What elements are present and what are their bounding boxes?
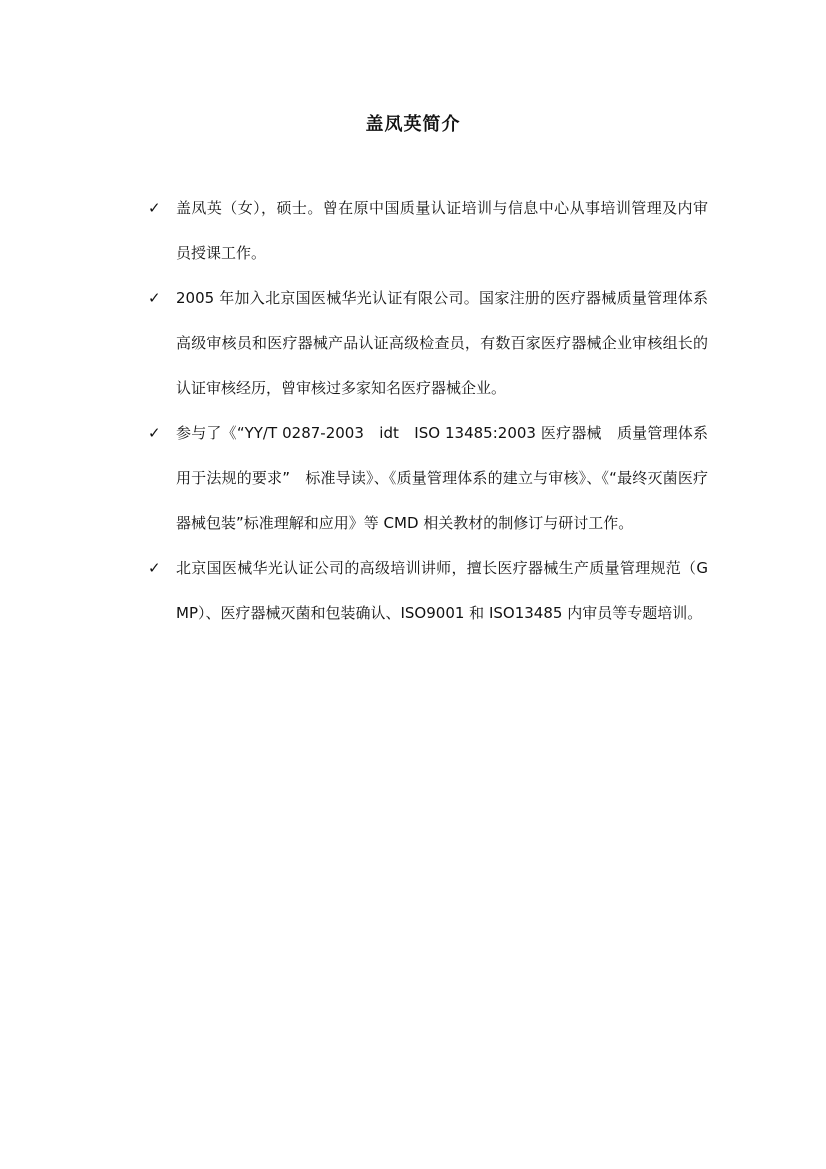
bio-item-text: 2005 年加入北京国医械华光认证有限公司。国家注册的医疗器械质量管理体系高级审核员和医疗器械产品认证高级检查员，有数百家医疗器械企业审核组长的认证审核经历，曾审核过多家知名医疗器械企业。 [176,289,708,397]
checkmark-icon: ✓ [148,424,161,442]
bio-item-text: 参与了《“YY/T 0287-2003 idt ISO 13485:2003 医疗器械 质量管理体系 用于法规的要求” 标准导读》、《质量管理体系的建立与审核》、《“最终灭菌医疗器械包装”标准理解和应用》等 CMD 相关教材的制修订与研讨工作。 [176,424,724,532]
bio-item-career [148,276,708,411]
bio-item-publications [148,411,724,546]
checkmark-icon: ✓ [148,289,161,307]
bio-item-text: 北京国医械华光认证公司的高级培训讲师，擅长医疗器械生产质量管理规范（GMP）、医疗器械灭菌和包装确认、ISO9001 和 ISO13485 内审员等专题培训。 [176,559,708,622]
bio-item-text: 盖凤英（女），硕士。曾在原中国质量认证培训与信息中心从事培训管理及内审员授课工作。 [176,199,708,262]
bio-list [148,186,724,636]
document-title: 盖凤英简介 [365,114,461,135]
checkmark-icon: ✓ [148,199,161,217]
bio-item-training [148,546,708,636]
checkmark-icon: ✓ [148,559,161,577]
bio-item-education [148,186,708,276]
